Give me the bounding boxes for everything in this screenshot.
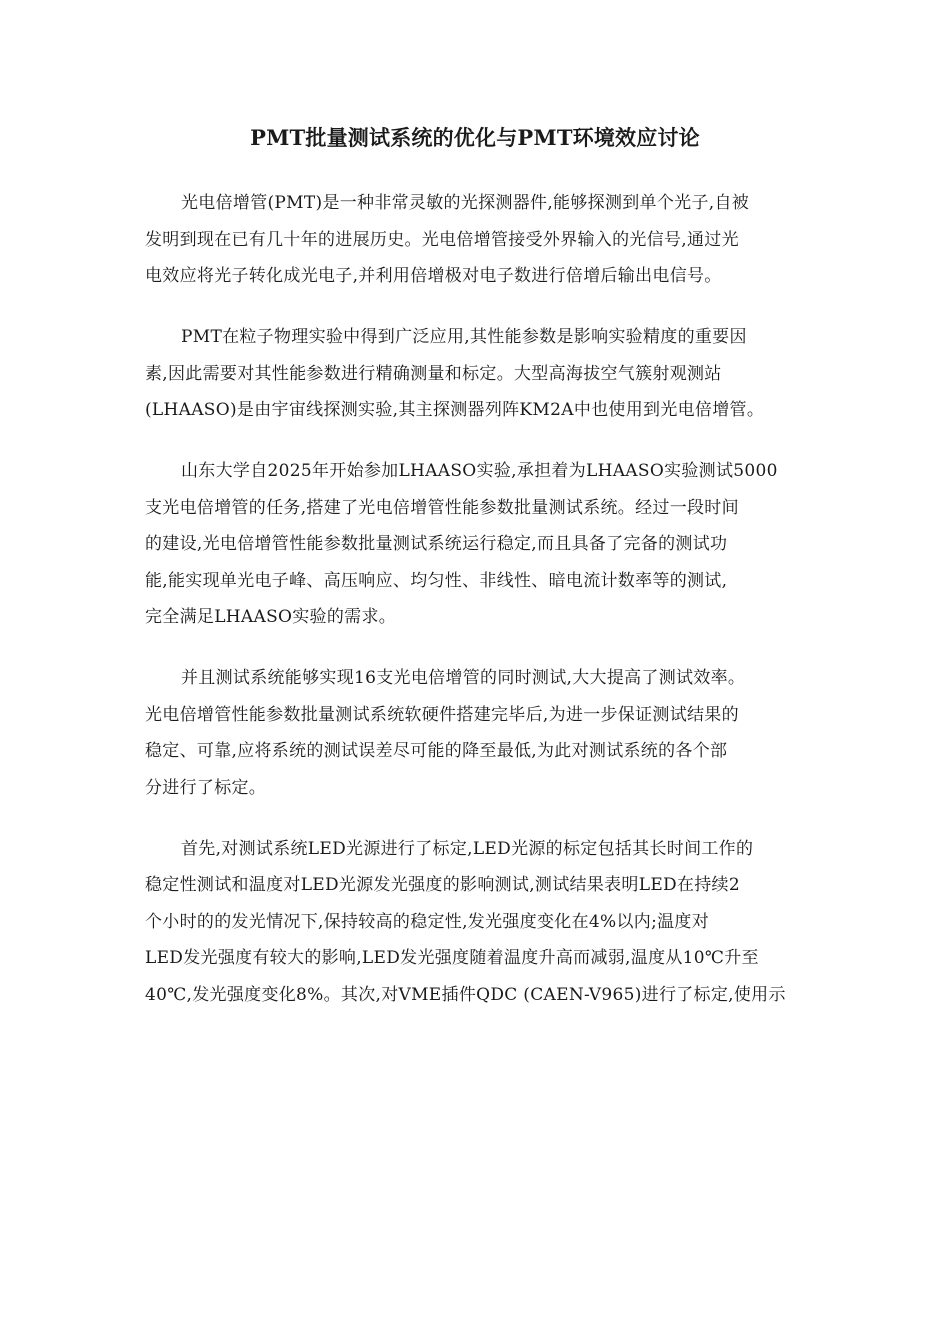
paragraph-line: 光电倍增管(PMT)是一种非常灵敏的光探测器件,能够探测到单个光子,自被: [181, 193, 750, 213]
paragraph-2: [145, 319, 807, 429]
paragraph-line: LED发光强度有较大的影响,LED发光强度随着温度升高而减弱,温度从10℃升至: [145, 948, 759, 968]
paragraph-line: 稳定性测试和温度对LED光源发光强度的影响测试,测试结果表明LED在持续2: [145, 875, 740, 895]
paragraph-line: 发明到现在已有几十年的进展历史。光电倍增管接受外界输入的光信号,通过光: [145, 229, 739, 250]
paragraph-line: 个小时的的发光情况下,保持较高的稳定性,发光强度变化在4%以内;温度对: [145, 911, 710, 932]
paragraph-line: 稳定、可靠,应将系统的测试误差尽可能的降至最低,为此对测试系统的各个部: [145, 741, 728, 761]
paragraph-5: [145, 831, 807, 1014]
paragraph-line: 素,因此需要对其性能参数进行精确测量和标定。大型高海拔空气簇射观测站: [145, 363, 722, 384]
document-body: [145, 185, 807, 1038]
paragraph-1: [145, 185, 807, 295]
paragraph-line: 山东大学自2025年开始参加LHAASO实验,承担着为LHAASO实验测试5000: [181, 461, 778, 481]
paragraph-line: 的建设,光电倍增管性能参数批量测试系统运行稳定,而且具备了完备的测试功: [145, 534, 728, 554]
document-title: PMT批量测试系统的优化与PMT环境效应讨论: [250, 125, 700, 150]
paragraph-line: 分进行了标定。: [145, 777, 267, 798]
paragraph-line: 并且测试系统能够实现16支光电倍增管的同时测试,大大提高了测试效率。: [181, 668, 746, 688]
paragraph-line: 支光电倍增管的任务,搭建了光电倍增管性能参数批量测试系统。经过一段时间: [145, 497, 739, 518]
paragraph-line: 40℃,发光强度变化8%。其次,对VME插件QDC (CAEN-V965)进行了标定,使用示: [145, 984, 786, 1005]
paragraph-line: 首先,对测试系统LED光源进行了标定,LED光源的标定包括其长时间工作的: [181, 838, 754, 859]
paragraph-line: 光电倍增管性能参数批量测试系统软硬件搭建完毕后,为进一步保证测试结果的: [145, 704, 739, 725]
paragraph-4: [145, 660, 807, 806]
paragraph-line: (LHAASO)是由宇宙线探测实验,其主探测器列阵KM2A中也使用到光电倍增管。: [145, 400, 765, 420]
paragraph-line: 完全满足LHAASO实验的需求。: [145, 607, 397, 627]
paragraph-line: 电效应将光子转化成光电子,并利用倍增极对电子数进行倍增后输出电信号。: [145, 266, 722, 286]
paragraph-line: 能,能实现单光电子峰、高压响应、均匀性、非线性、暗电流计数率等的测试,: [145, 570, 728, 591]
paragraph-line: PMT在粒子物理实验中得到广泛应用,其性能参数是影响实验精度的重要因: [181, 327, 747, 347]
paragraph-3: [145, 453, 807, 636]
